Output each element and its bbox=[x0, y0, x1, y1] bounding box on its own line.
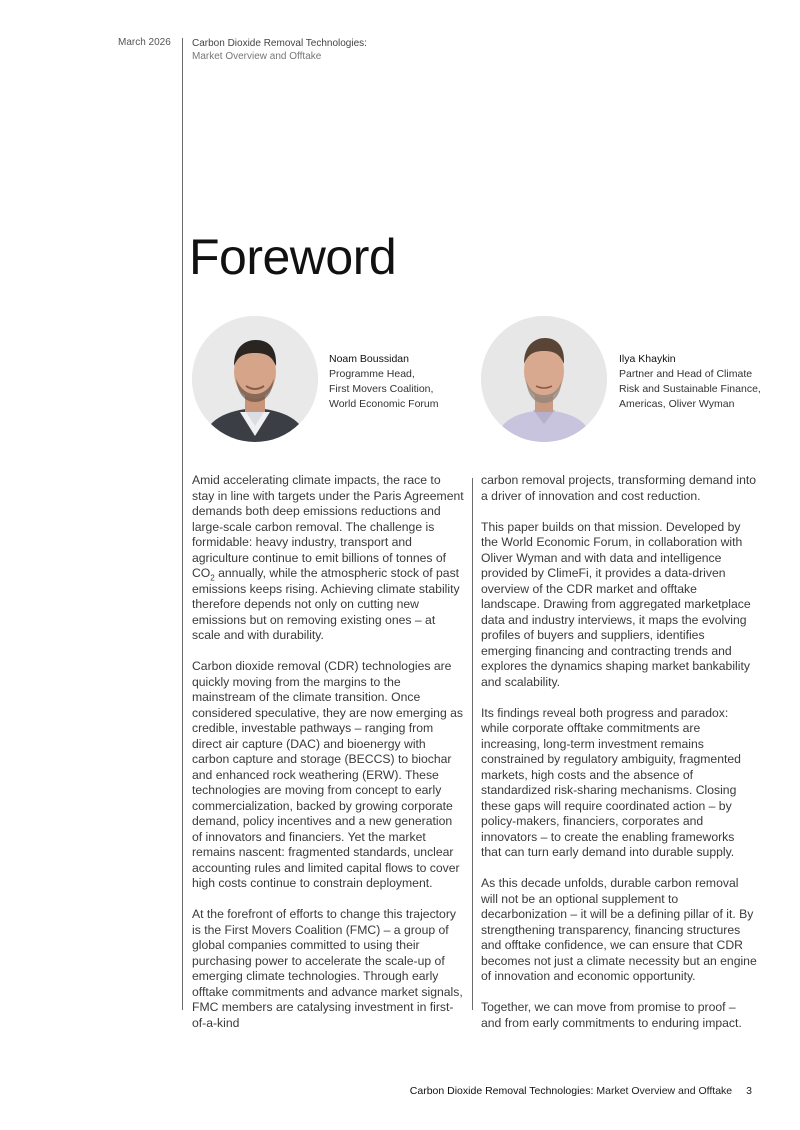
author-name: Ilya Khaykin bbox=[619, 353, 676, 365]
co2-subscript: 2 bbox=[210, 573, 215, 583]
body-column-right bbox=[481, 473, 757, 1047]
page-number: 3 bbox=[746, 1085, 752, 1097]
footer-title-rest: Market Overview and Offtake bbox=[593, 1085, 733, 1097]
header-divider bbox=[182, 38, 183, 1010]
author-boussidan bbox=[329, 352, 469, 412]
author-khaykin bbox=[619, 352, 769, 412]
header-date: March 2026 bbox=[118, 37, 171, 48]
author-photo-khaykin bbox=[481, 316, 607, 442]
footer-title-bold: Carbon Dioxide Removal Technologies: bbox=[409, 1085, 594, 1097]
column-divider bbox=[472, 478, 473, 1010]
body-paragraph: At the forefront of efforts to change this trajectory is the First Movers Coalition (FMC) – a group of global companies committed to using their purchasing power to accelerate the scale-up of emerging climate technologies. Through early offtake commitments and advance market signals, FMC members are catalysing investment in first-of-a-kind bbox=[192, 907, 463, 1030]
body-paragraph: This paper builds on that mission. Developed by the World Economic Forum, in collaboration with Oliver Wyman and with data and intelligence provided by ClimeFi, it provides a data-driven overview of the CDR market and offtake landscape. Drawing from aggregated marketplace data and industry interviews, it maps the evolving profiles of buyers and suppliers, identifies emerging financing and contracting trends and explores the dynamics shaping market bankability and scalability. bbox=[481, 519, 751, 689]
body-paragraph bbox=[192, 473, 464, 644]
author-photo-boussidan bbox=[192, 316, 318, 442]
header-title bbox=[192, 37, 367, 63]
author-role-line: Partner and Head of Climate bbox=[619, 368, 753, 380]
author-role-line: Americas, Oliver Wyman bbox=[619, 398, 735, 410]
body-paragraph: Its findings reveal both progress and paradox: while corporate offtake commitments are increasing, long-term investment remains constrained by regulatory ambiguity, fragmented markets, high costs and the absence of standardized risk-sharing mechanisms. Closing these gaps will require coordinated action – by policy-makers, financiers, corporates and innovators – to create the enabling frameworks that can turn early demand into durable supply. bbox=[481, 705, 741, 859]
author-name: Noam Boussidan bbox=[329, 353, 409, 365]
body-paragraph: Together, we can move from promise to proof – and from early commitments to enduring impact. bbox=[481, 1000, 742, 1030]
header-title-line1: Carbon Dioxide Removal Technologies: bbox=[192, 38, 367, 49]
body-paragraph: Carbon dioxide removal (CDR) technologies are quickly moving from the margins to the mainstream of the climate transition. Once considered speculative, they are now emerging as credible, investable pathways – ranging from direct air capture (DAC) and bioenergy with carbon capture and storage (BECCS) to biochar and enhanced rock weathering (ERW). These technologies are moving from concept to early commercialization, backed by growing corporate demand, policy incentives and a new generation of innovators and financiers. Yet the market remains nascent: fragmented standards, unclear accounting rules and limited capital flows to cover high costs continue to constrain deployment. bbox=[192, 659, 463, 890]
author-role-line: First Movers Coalition, bbox=[329, 383, 434, 395]
body-paragraph: carbon removal projects, transforming demand into a driver of innovation and cost reduction. bbox=[481, 473, 757, 503]
header-title-line2: Market Overview and Offtake bbox=[192, 51, 322, 62]
body-column-left bbox=[192, 473, 464, 1047]
body-text: Amid accelerating climate impacts, the race to stay in line with targets under the Paris Agreement demands both deep emissions reductions and large-scale carbon removal. The challenge is formidable: heavy industry, transport and agriculture continue to emit billions of tonnes of CO bbox=[192, 473, 464, 580]
page-title: Foreword bbox=[189, 229, 397, 285]
author-role-line: World Economic Forum bbox=[329, 398, 439, 410]
author-role-line: Risk and Sustainable Finance, bbox=[619, 383, 761, 395]
body-text: annually, while the atmospheric stock of past emissions keeps rising. Achieving climate stability therefore depends not only on cutting new emissions but on removing existing ones – at scale and with durability. bbox=[192, 566, 460, 642]
author-role-line: Programme Head, bbox=[329, 368, 415, 380]
page-footer bbox=[410, 1085, 752, 1097]
body-paragraph: As this decade unfolds, durable carbon removal will not be an optional supplement to decarbonization – it will be a defining pillar of it. By strengthening transparency, financing structures and offtake confidence, we can ensure that CDR becomes not just a climate necessity but an engine of innovation and economic opportunity. bbox=[481, 876, 757, 983]
